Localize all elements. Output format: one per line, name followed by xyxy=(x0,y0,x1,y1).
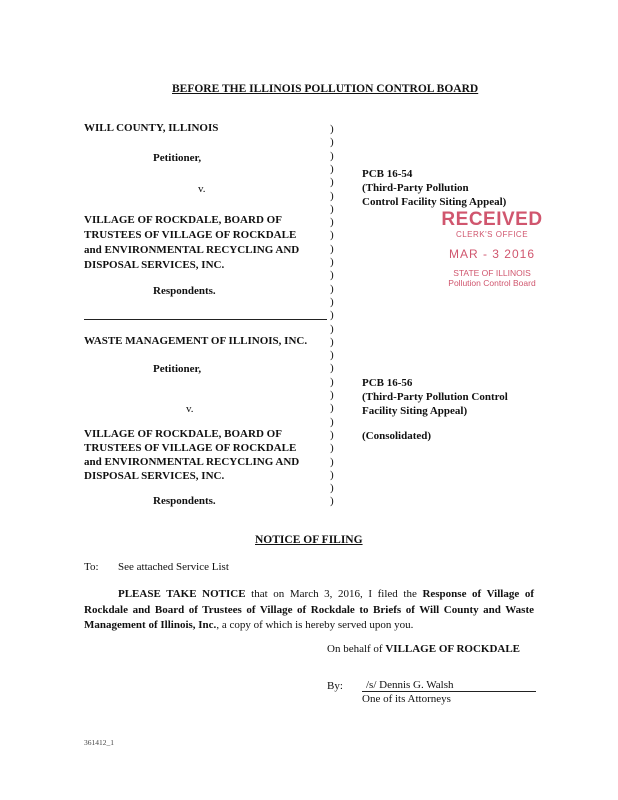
caption-parenthesis: ) xyxy=(330,389,334,401)
caption-parenthesis: ) xyxy=(330,256,334,268)
caption1-case-desc: Control Facility Siting Appeal) xyxy=(362,196,507,208)
caption-parenthesis: ) xyxy=(330,322,334,335)
caption-parenthesis: ) xyxy=(330,309,334,322)
caption-parenthesis: ) xyxy=(330,176,334,189)
notice-lead: PLEASE TAKE NOTICE xyxy=(118,588,246,600)
caption1-party: WILL COUNTY, ILLINOIS xyxy=(84,122,219,134)
caption2-case-desc: (Third-Party Pollution Control xyxy=(362,391,508,403)
caption-parenthesis: ) xyxy=(330,402,334,415)
caption-parenthesis: ) xyxy=(330,482,334,495)
caption2-petitioner: Petitioner, xyxy=(153,363,202,375)
by-label: By: xyxy=(327,680,343,692)
notice-text-end: , a copy of which is hereby served upon you. xyxy=(216,619,414,631)
caption-parenthesis: ) xyxy=(330,349,334,362)
caption-parenthesis: ) xyxy=(330,136,334,149)
signature-role: One of its Attorneys xyxy=(362,693,451,705)
stamp-state: STATE OF ILLINOIS xyxy=(453,268,531,278)
court-title: BEFORE THE ILLINOIS POLLUTION CONTROL BOARD xyxy=(172,83,479,95)
stamp-received: RECEIVED xyxy=(441,209,543,230)
caption-parenthesis: ) xyxy=(330,149,334,162)
caption-parenthesis: ) xyxy=(330,123,334,135)
caption-parenthesis: ) xyxy=(330,242,334,255)
caption-parenthesis: ) xyxy=(330,335,334,348)
caption-parenthesis: ) xyxy=(330,442,334,455)
caption-parenthesis: ) xyxy=(330,468,334,481)
caption1-petitioner: Petitioner, xyxy=(153,152,202,164)
caption-parenthesis: ) xyxy=(330,362,334,375)
notice-paragraph xyxy=(84,587,534,634)
caption-parenthesis: ) xyxy=(330,295,334,308)
caption2-respondent-line: VILLAGE OF ROCKDALE, BOARD OF xyxy=(84,428,282,440)
received-stamp xyxy=(438,210,546,288)
document-id: 361412_1 xyxy=(84,738,114,747)
stamp-date: MAR - 3 2016 xyxy=(448,247,536,261)
caption2-party: WASTE MANAGEMENT OF ILLINOIS, INC. xyxy=(84,335,308,347)
caption1-respondents: Respondents. xyxy=(153,285,216,297)
behalf-prefix: On behalf of xyxy=(327,643,386,655)
caption-parenthesis: ) xyxy=(330,202,334,215)
caption1-respondent-line: and ENVIRONMENTAL RECYCLING AND xyxy=(84,244,300,256)
caption2-consolidated: (Consolidated) xyxy=(362,430,432,442)
caption1-respondent-line: DISPOSAL SERVICES, INC. xyxy=(84,259,225,271)
caption1-respondent-line: VILLAGE OF ROCKDALE, BOARD OF xyxy=(84,214,282,226)
caption2-respondent-line: TRUSTEES OF VILLAGE OF ROCKDALE xyxy=(84,442,297,454)
caption-parenthesis: ) xyxy=(330,229,334,242)
caption-parenthesis: ) xyxy=(330,189,334,202)
caption1-versus: v. xyxy=(198,183,206,195)
caption-parenthesis: ) xyxy=(330,216,334,229)
caption2-versus: v. xyxy=(186,403,194,415)
behalf-line xyxy=(327,642,520,657)
caption2-respondent-line: and ENVIRONMENTAL RECYCLING AND xyxy=(84,456,300,468)
caption-parenthesis: ) xyxy=(330,162,334,175)
caption-separator xyxy=(84,319,327,320)
caption-parenthesis: ) xyxy=(330,415,334,428)
to-value: See attached Service List xyxy=(118,561,229,573)
caption1-case-desc: (Third-Party Pollution xyxy=(362,182,469,194)
caption-parenthesis: ) xyxy=(330,282,334,295)
to-label: To: xyxy=(84,561,99,573)
caption1-case-number: PCB 16-54 xyxy=(362,168,413,180)
caption1-respondent-line: TRUSTEES OF VILLAGE OF ROCKDALE xyxy=(84,229,297,241)
stamp-board: Pollution Control Board xyxy=(448,278,536,288)
caption-parenthesis: ) xyxy=(330,375,334,388)
caption-parenthesis: ) xyxy=(330,428,334,441)
behalf-name: VILLAGE OF ROCKDALE xyxy=(385,643,521,655)
notice-title: NOTICE OF FILING xyxy=(255,534,363,546)
notice-text: that on March 3, 2016, I filed the xyxy=(245,588,423,600)
caption2-case-desc: Facility Siting Appeal) xyxy=(362,405,468,417)
caption2-respondents: Respondents. xyxy=(153,495,216,507)
caption-parenthesis: ) xyxy=(330,269,334,282)
caption-parenthesis: ) xyxy=(330,495,334,508)
stamp-office: CLERK'S OFFICE xyxy=(455,230,529,239)
caption2-respondent-line: DISPOSAL SERVICES, INC. xyxy=(84,470,225,482)
caption-parenthesis: ) xyxy=(330,455,334,468)
notice-document-title: Response of Village of Rockdale and Board of Trustees of Village of Rockdale to Briefs of Will County and Waste Management of Illinois, Inc. xyxy=(84,588,534,631)
signature-name: /s/ Dennis G. Walsh xyxy=(366,679,454,691)
caption2-case-number: PCB 16-56 xyxy=(362,377,413,389)
